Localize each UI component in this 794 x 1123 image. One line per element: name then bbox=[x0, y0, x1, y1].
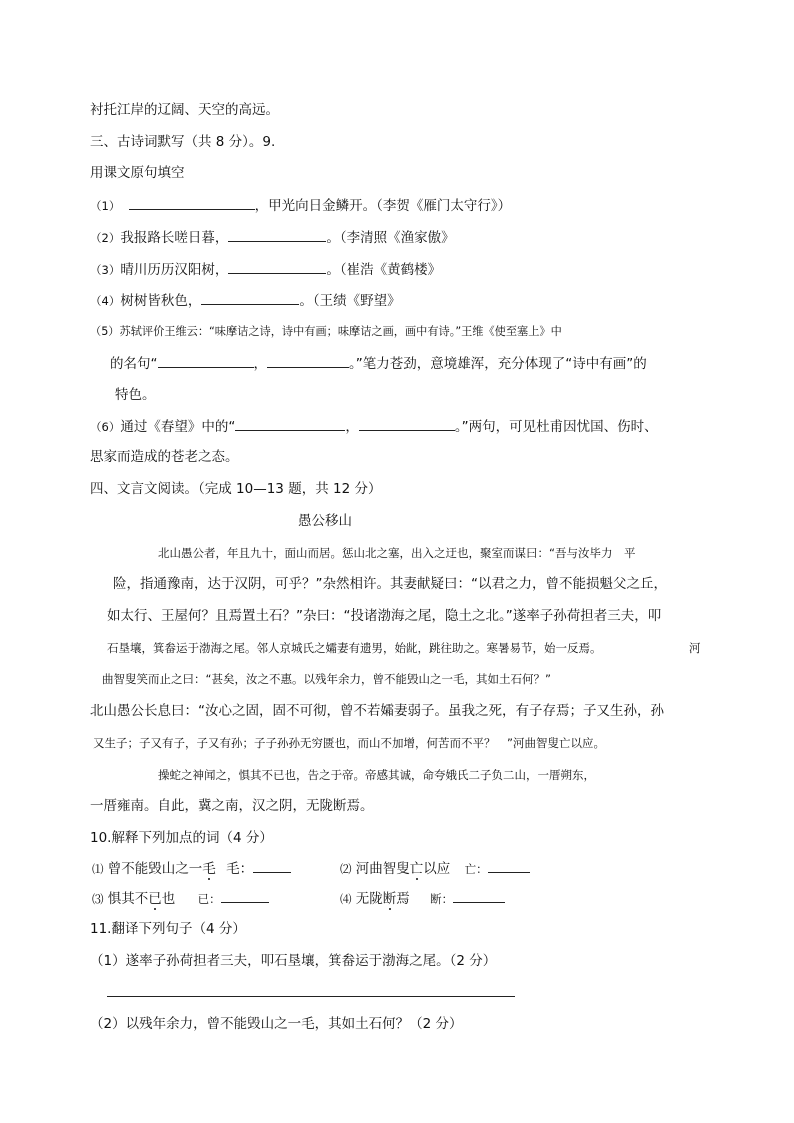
q-number: （4） bbox=[90, 294, 121, 308]
q10-item-1 bbox=[92, 859, 291, 878]
passage-line: 石垦壤，箕畚运于渤海之尾。邻人京城氏之孀妻有遗男，始龀，跳往助之。寒暑易节，始一反焉。 bbox=[107, 641, 602, 655]
poem-q4 bbox=[90, 291, 401, 310]
item-label: 已： bbox=[197, 892, 221, 906]
item-text: 曾不能毁山之一 bbox=[107, 861, 203, 877]
passage-line-tail: 河 bbox=[689, 641, 701, 655]
answer-blank[interactable] bbox=[453, 889, 505, 903]
answer-blank[interactable] bbox=[253, 859, 291, 873]
item-number: ⑷ bbox=[340, 892, 352, 906]
passage-line: 操蛇之神闻之，惧其不已也，告之于帝。帝感其诚，命夸娥氏二子负二山，一厝朔东， bbox=[158, 768, 595, 782]
item-text: 以应 bbox=[423, 861, 451, 877]
q-text: 。（崔浩《黄鹤楼》 bbox=[326, 262, 442, 278]
q-number: （3） bbox=[90, 263, 121, 277]
passage-line: 北山愚公长息曰：“汝心之固，固不可彻，曾不若孀妻弱子。虽我之死，有子存焉；子又生孙，孙 bbox=[90, 703, 664, 719]
q11-sentence-2: （2）以残年余力，曾不能毁山之一毛，其如土石何？（2 分） bbox=[90, 1016, 463, 1032]
section4-heading: 四、文言文阅读。（完成 10—13 题，共 12 分） bbox=[90, 481, 382, 497]
item-text: 河曲智叟 bbox=[355, 861, 410, 877]
answer-blank[interactable] bbox=[129, 196, 255, 210]
poem-q3 bbox=[90, 260, 441, 279]
q-text: 。（李清照《渔家傲》 bbox=[326, 230, 455, 246]
item-text: 也 bbox=[161, 891, 176, 907]
answer-blank[interactable] bbox=[267, 354, 349, 368]
poem-q6-line2: 思家而造成的苍老之态。 bbox=[90, 449, 239, 465]
item-text: 无陇 bbox=[355, 891, 383, 907]
passage-line: 又生子；子又有子，子又有孙；子子孙孙无穷匮也，而山不加增，何苦而不平？ ”河曲智叟亡以应。 bbox=[93, 736, 605, 750]
item-label: 亡： bbox=[464, 862, 488, 876]
dotted-word: 亡 bbox=[409, 861, 424, 877]
q10-item-4 bbox=[340, 889, 505, 908]
poem-q5-line2 bbox=[110, 354, 647, 373]
answer-blank[interactable] bbox=[228, 228, 326, 242]
q-text: 晴川历历汉阳树， bbox=[120, 262, 229, 278]
passage-line: 一厝雍南。自此，冀之南，汉之阴，无陇断焉。 bbox=[90, 798, 374, 814]
answer-blank[interactable] bbox=[221, 889, 269, 903]
q10-item-3 bbox=[92, 889, 269, 908]
q-number: （2） bbox=[90, 231, 121, 245]
q-text: 树树皆秋色， bbox=[120, 293, 202, 309]
poem-q5-line1 bbox=[90, 323, 562, 341]
q-text: 。”两句，可见杜甫因忧国、伤时、 bbox=[454, 419, 658, 435]
item-number: ⑶ bbox=[92, 892, 104, 906]
dotted-word: 毛 bbox=[202, 861, 216, 877]
poem-q1 bbox=[90, 196, 511, 215]
answer-blank[interactable] bbox=[158, 354, 254, 368]
q10-heading: 10.解释下列加点的词（4 分） bbox=[90, 830, 273, 846]
q-text: 的名句“ bbox=[110, 356, 158, 372]
poem-q2 bbox=[90, 228, 455, 247]
q11-heading: 11.翻译下列句子（4 分） bbox=[90, 921, 246, 937]
item-text: 焉 bbox=[396, 891, 410, 907]
poem-q6-line1 bbox=[90, 417, 658, 436]
q-text: 我报路长嗟日暮， bbox=[120, 230, 229, 246]
item-number: ⑵ bbox=[340, 862, 352, 876]
dotted-word: 已 bbox=[148, 891, 162, 907]
q-number: （6） bbox=[90, 420, 121, 434]
poem-q5-line3: 特色。 bbox=[115, 387, 156, 403]
q-text: ， bbox=[345, 419, 359, 435]
q11-sentence-1: （1）遂率子孙荷担者三夫，叩石垦壤，箕畚运于渤海之尾。（2 分） bbox=[90, 953, 497, 969]
intro-line: 衬托江岸的辽阔、天空的高远。 bbox=[90, 102, 279, 118]
answer-blank[interactable] bbox=[235, 417, 345, 431]
item-label: 断： bbox=[430, 892, 454, 906]
answer-blank[interactable] bbox=[201, 291, 299, 305]
item-label: 毛： bbox=[226, 861, 254, 877]
q-text: 。（王绩《野望》 bbox=[299, 293, 401, 309]
item-text: 惧其不 bbox=[107, 891, 149, 907]
passage-line: 险，指通豫南，达于汉阴，可乎？”杂然相许。其妻献疑曰：“以君之力，曾不能损魁父之丘， bbox=[113, 576, 667, 592]
q-text: 苏轼评价王维云：“味摩诘之诗，诗中有画；味摩诘之画，画中有诗。”王维《使至塞上》中 bbox=[119, 325, 562, 338]
item-number: ⑴ bbox=[92, 862, 104, 876]
q10-item-2 bbox=[340, 859, 530, 878]
passage-line: 如太行、王屋何？且焉置土石？”杂曰：“投诸渤海之尾，隐土之北。”遂率子孙荷担者三夫，叩 bbox=[107, 608, 662, 624]
dotted-word: 断 bbox=[382, 891, 397, 907]
q-text: ， bbox=[253, 356, 267, 372]
passage-line: 曲智叟笑而止之曰：“甚矣，汝之不惠。以残年余力，曾不能毁山之一毛，其如土石何？” bbox=[102, 672, 551, 686]
answer-line[interactable] bbox=[107, 996, 515, 997]
q-number: （5） bbox=[90, 325, 120, 338]
q-text: 。”笔力苍劲，意境雄浑，充分体现了“诗中有画”的 bbox=[349, 356, 647, 372]
section3-instruction: 用课文原句填空 bbox=[90, 165, 185, 181]
q-text: 通过《春望》中的“ bbox=[120, 419, 236, 435]
answer-blank[interactable] bbox=[228, 260, 326, 274]
section3-heading: 三、古诗词默写（共 8 分）。9. bbox=[90, 134, 276, 150]
q-number: （1） bbox=[90, 199, 121, 213]
q-text: ，甲光向日金鳞开。（李贺《雁门太守行》） bbox=[254, 198, 512, 214]
passage-line: 北山愚公者，年且九十，面山而居。惩山北之塞，出入之迂也，聚室而谋曰：“吾与汝毕力 平 bbox=[158, 546, 636, 560]
answer-blank[interactable] bbox=[359, 417, 455, 431]
passage-title: 愚公移山 bbox=[298, 513, 352, 529]
answer-blank[interactable] bbox=[488, 859, 530, 873]
